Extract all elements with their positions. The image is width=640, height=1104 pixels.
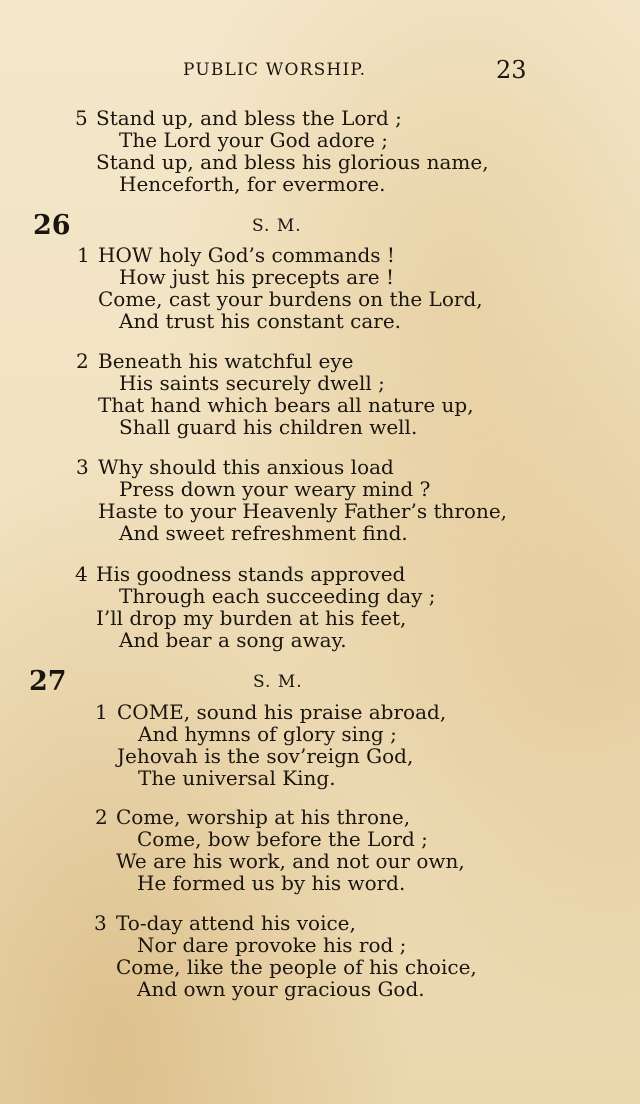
- verse-line: The universal King.: [138, 766, 336, 790]
- verse-number: 3: [76, 455, 89, 479]
- verse-number: 1: [77, 243, 90, 267]
- verse-line: We are his work, and not our own,: [116, 849, 465, 873]
- verse-line: Through each succeeding day ;: [119, 584, 436, 608]
- verse-line: He formed us by his word.: [137, 871, 406, 895]
- verse-line: How just his precepts are !: [119, 265, 395, 289]
- verse-line: Haste to your Heavenly Father’s throne,: [98, 499, 508, 523]
- verse-line: His goodness stands approved: [96, 562, 406, 586]
- verse-line: Shall guard his children well.: [119, 415, 418, 439]
- verse-line: And bear a song away.: [119, 628, 347, 652]
- verse-line: The Lord your God adore ;: [119, 128, 389, 152]
- verse-number: 4: [75, 562, 88, 586]
- verse-line: Jehovah is the sov’reign God,: [117, 744, 414, 768]
- verse-line: Come, bow before the Lord ;: [137, 827, 428, 851]
- running-head: PUBLIC WORSHIP.: [183, 60, 367, 80]
- verse-line: Why should this anxious load: [98, 455, 394, 479]
- verse-line: Stand up, and bless the Lord ;: [96, 106, 402, 130]
- verse-number: 3: [94, 911, 107, 935]
- hymn-meter: S. M.: [252, 216, 302, 236]
- verse-line: COME, sound his praise abroad,: [117, 700, 447, 724]
- hymn-number: 27: [29, 666, 67, 697]
- verse-line: To-day attend his voice,: [116, 911, 356, 935]
- verse-line: Come, worship at his throne,: [116, 805, 411, 829]
- page-number: 23: [496, 56, 527, 84]
- hymn-number: 26: [33, 210, 71, 241]
- verse-number: 2: [95, 805, 108, 829]
- verse-line: Stand up, and bless his glorious name,: [96, 150, 489, 174]
- verse-line: And hymns of glory sing ;: [138, 722, 397, 746]
- verse-line: And own your gracious God.: [137, 977, 425, 1001]
- hymn-meter: S. M.: [253, 672, 303, 692]
- verse-line: Come, like the people of his choice,: [116, 955, 477, 979]
- verse-line: Beneath his watchful eye: [98, 349, 354, 373]
- verse-number: 1: [95, 700, 108, 724]
- verse-line: HOW holy God’s commands !: [98, 243, 395, 267]
- verse-line: Nor dare provoke his rod ;: [137, 933, 407, 957]
- verse-line: And sweet refreshment find.: [119, 521, 408, 545]
- verse-number: 2: [76, 349, 89, 373]
- verse-line: And trust his constant care.: [119, 309, 402, 333]
- verse-line: Come, cast your burdens on the Lord,: [98, 287, 483, 311]
- verse-line: His saints securely dwell ;: [119, 371, 385, 395]
- verse-line: Press down your weary mind ?: [119, 477, 431, 501]
- verse-line: Henceforth, for evermore.: [119, 172, 386, 196]
- verse-number: 5: [75, 106, 88, 130]
- verse-line: I’ll drop my burden at his feet,: [96, 606, 407, 630]
- verse-line: That hand which bears all nature up,: [98, 393, 474, 417]
